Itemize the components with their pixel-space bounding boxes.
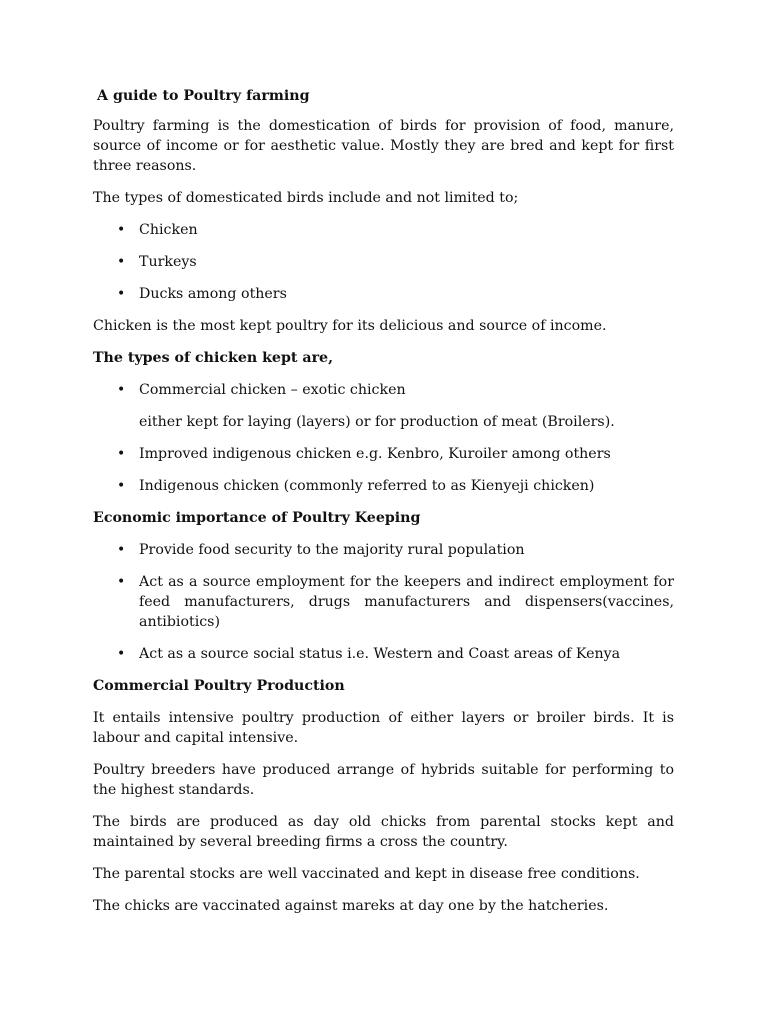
list-item-text: Commercial chicken – exotic chicken bbox=[139, 382, 406, 398]
document-title: A guide to Poultry farming bbox=[97, 88, 310, 104]
economic-importance-heading: Economic importance of Poultry Keeping bbox=[93, 510, 421, 526]
list-item-text: Provide food security to the majority rural population bbox=[139, 542, 525, 558]
commercial-chicken-note: either kept for laying (layers) or for production of meat (Broilers). bbox=[139, 414, 615, 430]
bullet-icon: • bbox=[117, 446, 126, 462]
commercial-production-heading: Commercial Poultry Production bbox=[93, 678, 345, 694]
commercial-paragraph: It entails intensive poultry production of either layers or broiler birds. It is labour and capital intensive. bbox=[93, 710, 674, 746]
chicken-note-paragraph: Chicken is the most kept poultry for its delicious and source of income. bbox=[93, 318, 607, 334]
list-item bbox=[93, 284, 674, 304]
bird-types-list bbox=[93, 220, 674, 304]
list-item-text: Improved indigenous chicken e.g. Kenbro, Kuroiler among others bbox=[139, 446, 611, 462]
commercial-paragraph: The birds are produced as day old chicks from parental stocks kept and maintained by several breeding firms a cross the country. bbox=[93, 814, 674, 850]
bird-types-intro: The types of domesticated birds include and not limited to; bbox=[93, 190, 519, 206]
chicken-types-list-continued bbox=[93, 444, 674, 496]
list-item bbox=[93, 476, 674, 496]
bullet-icon: • bbox=[117, 286, 126, 302]
list-item bbox=[93, 252, 674, 272]
bullet-icon: • bbox=[117, 382, 126, 398]
bullet-icon: • bbox=[117, 254, 126, 270]
commercial-paragraph: Poultry breeders have produced arrange of hybrids suitable for performing to the highest standards. bbox=[93, 762, 674, 798]
list-item bbox=[93, 444, 674, 464]
bullet-icon: • bbox=[117, 222, 126, 238]
list-item bbox=[93, 540, 674, 560]
list-item bbox=[93, 220, 674, 240]
chicken-types-list bbox=[93, 380, 674, 400]
list-item-text: Turkeys bbox=[139, 254, 197, 270]
bullet-icon: • bbox=[117, 646, 126, 662]
list-item-text: Act as a source employment for the keepers and indirect employment for feed manufacturers, drugs manufacturers and dispensers(vaccines, antibiotics) bbox=[139, 574, 674, 630]
document-page bbox=[93, 86, 674, 928]
bullet-icon: • bbox=[117, 542, 126, 558]
list-item bbox=[93, 644, 674, 664]
chicken-types-heading: The types of chicken kept are, bbox=[93, 350, 334, 366]
commercial-paragraph: The parental stocks are well vaccinated and kept in disease free conditions. bbox=[93, 866, 640, 882]
bullet-icon: • bbox=[117, 574, 126, 590]
intro-paragraph: Poultry farming is the domestication of birds for provision of food, manure, source of income or for aesthetic value. Mostly they are bred and kept for first three reasons. bbox=[93, 118, 674, 174]
list-item bbox=[93, 572, 674, 632]
bullet-icon: • bbox=[117, 478, 126, 494]
list-item-text: Chicken bbox=[139, 222, 198, 238]
list-item bbox=[93, 380, 674, 400]
list-item-text: Indigenous chicken (commonly referred to as Kienyeji chicken) bbox=[139, 478, 595, 494]
commercial-paragraph: The chicks are vaccinated against mareks at day one by the hatcheries. bbox=[93, 898, 609, 914]
list-item-text: Act as a source social status i.e. Western and Coast areas of Kenya bbox=[139, 646, 621, 662]
list-item-text: Ducks among others bbox=[139, 286, 287, 302]
economic-importance-list bbox=[93, 540, 674, 664]
